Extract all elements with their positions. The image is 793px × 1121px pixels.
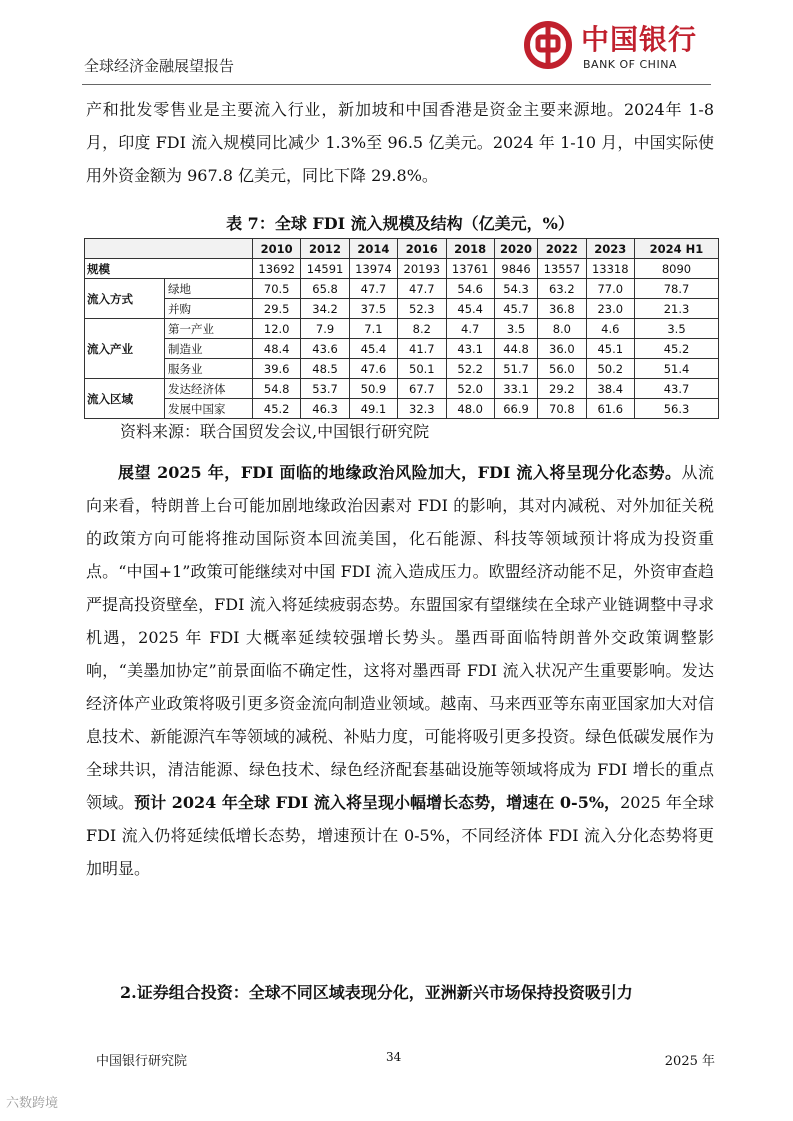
table-cell: 39.6 [253, 359, 301, 379]
table-cell: 51.4 [635, 359, 719, 379]
table-cell: 36.8 [538, 299, 586, 319]
page-number: 34 [386, 1050, 402, 1064]
table-cell: 45.1 [586, 339, 634, 359]
table-row [85, 399, 719, 419]
table-cell: 13692 [253, 259, 301, 279]
group-label-region: 流入区域 [85, 379, 165, 419]
table-cell: 37.5 [349, 299, 397, 319]
table-caption: 表 7：全球 FDI 流入规模及结构（亿美元，%） [226, 214, 574, 233]
footer-year: 2025 年 [664, 1054, 715, 1069]
table-cell: 44.8 [494, 339, 537, 359]
table-row [85, 339, 719, 359]
boc-emblem-icon [523, 20, 573, 70]
table-cell: 47.7 [398, 279, 446, 299]
bank-of-china-logo [523, 18, 723, 78]
table-cell: 14591 [301, 259, 349, 279]
table-cell: 48.5 [301, 359, 349, 379]
table-cell: 43.1 [446, 339, 494, 359]
table-cell: 70.8 [538, 399, 586, 419]
table-cell: 3.5 [635, 319, 719, 339]
table-cell: 65.8 [301, 279, 349, 299]
watermark: 六数跨境 [6, 1096, 59, 1111]
table-cell: 47.6 [349, 359, 397, 379]
table-cell: 3.5 [494, 319, 537, 339]
fdi-table [84, 238, 719, 419]
table-cell: 9846 [494, 259, 537, 279]
table-cell: 20193 [398, 259, 446, 279]
table-cell: 45.4 [349, 339, 397, 359]
table-row [85, 359, 719, 379]
table-cell: 7.1 [349, 319, 397, 339]
table-cell: 54.8 [253, 379, 301, 399]
table-cell: 33.1 [494, 379, 537, 399]
table-header-row [85, 239, 719, 259]
logo-english-name: BANK OF CHINA [583, 58, 677, 71]
table-row [85, 299, 719, 319]
year-header: 2012 [301, 239, 349, 259]
table-cell: 8.0 [538, 319, 586, 339]
intro-paragraph: 产和批发零售业是主要流入行业，新加坡和中国香港是资金主要来源地。2024年 1-8 月，印度 FDI 流入规模同比减少 1.3%至 96.5 亿美元。2024 年 1-10 月，中国实际使用外资金额为 967.8 亿美元，同比下降 29.8%。 [86, 100, 714, 185]
table-cell: 38.4 [586, 379, 634, 399]
table-cell: 54.3 [494, 279, 537, 299]
row-label: 第一产业 [165, 319, 253, 339]
table-cell: 45.7 [494, 299, 537, 319]
section-heading: 2.证券组合投资：全球不同区域表现分化，亚洲新兴市场保持投资吸引力 [120, 983, 633, 1002]
page-header [60, 0, 733, 82]
year-header: 2022 [538, 239, 586, 259]
outlook-tail: 2025 年全球 FDI 流入仍将延续低增长态势，增速预计在 0-5%，不同经济体 FDI 流入分化态势将更加明显。 [86, 793, 714, 878]
table-cell: 63.2 [538, 279, 586, 299]
table-cell: 50.1 [398, 359, 446, 379]
table-cell: 53.7 [301, 379, 349, 399]
table-cell: 56.0 [538, 359, 586, 379]
table-cell: 36.0 [538, 339, 586, 359]
logo-chinese-name: 中国银行 [581, 23, 698, 56]
table-cell: 48.0 [446, 399, 494, 419]
table-cell: 12.0 [253, 319, 301, 339]
year-header: 2014 [349, 239, 397, 259]
table-cell: 32.3 [398, 399, 446, 419]
table-cell: 61.6 [586, 399, 634, 419]
row-label: 服务业 [165, 359, 253, 379]
year-header: 2024 H1 [635, 239, 719, 259]
year-header: 2023 [586, 239, 634, 259]
table-cell: 7.9 [301, 319, 349, 339]
table-cell: 8090 [635, 259, 719, 279]
table-cell: 13557 [538, 259, 586, 279]
table-cell: 45.2 [635, 339, 719, 359]
table-cell: 48.4 [253, 339, 301, 359]
header-divider [82, 84, 711, 85]
group-label-scale: 规模 [85, 259, 253, 279]
year-header: 2016 [398, 239, 446, 259]
row-label: 制造业 [165, 339, 253, 359]
table-cell: 21.3 [635, 299, 719, 319]
table-cell: 13974 [349, 259, 397, 279]
row-label: 发展中国家 [165, 399, 253, 419]
table-row [85, 319, 719, 339]
table-row [85, 379, 719, 399]
table-cell: 45.2 [253, 399, 301, 419]
table-cell: 23.0 [586, 299, 634, 319]
table-cell: 50.9 [349, 379, 397, 399]
report-title: 全球经济金融展望报告 [84, 57, 235, 75]
year-header: 2020 [494, 239, 537, 259]
table-cell: 67.7 [398, 379, 446, 399]
table-cell: 78.7 [635, 279, 719, 299]
table-cell: 77.0 [586, 279, 634, 299]
year-header: 2010 [253, 239, 301, 259]
table-corner-cell [85, 239, 253, 259]
table-cell: 13318 [586, 259, 634, 279]
table-cell: 43.7 [635, 379, 719, 399]
row-label: 并购 [165, 299, 253, 319]
table-cell: 66.9 [494, 399, 537, 419]
outlook-forecast: 预计 2024 年全球 FDI 流入将呈现小幅增长态势，增速在 0-5%， [134, 793, 621, 812]
table-cell: 50.2 [586, 359, 634, 379]
outlook-lead: 展望 2025 年，FDI 面临的地缘政治风险加大，FDI 流入将呈现分化态势。 [118, 463, 682, 482]
table-cell: 29.2 [538, 379, 586, 399]
year-header: 2018 [446, 239, 494, 259]
outlook-body: 从流向来看，特朗普上台可能加剧地缘政治因素对 FDI 的影响，其对内减税、对外加征关税的政策方向可能将推动国际资本回流美国，化石能源、科技等领域预计将成为投资重点。“中国+1”政策可能继续对中国 FDI 流入造成压力。欧盟经济动能不足，外资审查趋严提高投资壁垒，FDI 流入将延续疲弱态势。东盟国家有望继续在全球产业链调整中寻求机遇，2025 年 FDI 大概率延续较强增长势头。墨西哥面临特朗普外交政策调整影响，“美墨加协定”前景面临不确定性，这将对墨西哥 FDI 流入状况产生重要影响。发达经济体产业政策将吸引更多资金流向制造业领域。越南、马来西亚等东南亚国家加大对信息技术、新能源汽车等领域的减税、补贴力度，可能将吸引更多投资。绿色低碳发展作为全球共识，清洁能源、绿色技术、绿色经济配套基础设施等领域将成为 FDI 增长的重点领域。 [86, 463, 714, 812]
footer-org: 中国银行研究院 [96, 1054, 188, 1069]
row-label: 发达经济体 [165, 379, 253, 399]
table-source-note: 资料来源：联合国贸发会议,中国银行研究院 [120, 422, 430, 441]
group-label-mode: 流入方式 [85, 279, 165, 319]
table-cell: 52.2 [446, 359, 494, 379]
table-cell: 56.3 [635, 399, 719, 419]
table-cell: 49.1 [349, 399, 397, 419]
table-cell: 8.2 [398, 319, 446, 339]
table-cell: 54.6 [446, 279, 494, 299]
table-cell: 41.7 [398, 339, 446, 359]
table-cell: 46.3 [301, 399, 349, 419]
table-cell: 29.5 [253, 299, 301, 319]
table-cell: 4.7 [446, 319, 494, 339]
table-cell: 52.3 [398, 299, 446, 319]
table-cell: 51.7 [494, 359, 537, 379]
outlook-paragraph [86, 456, 714, 885]
table-cell: 45.4 [446, 299, 494, 319]
group-label-industry: 流入产业 [85, 319, 165, 379]
table-cell: 70.5 [253, 279, 301, 299]
table-cell: 13761 [446, 259, 494, 279]
table-cell: 34.2 [301, 299, 349, 319]
table-cell: 47.7 [349, 279, 397, 299]
table-cell: 52.0 [446, 379, 494, 399]
table-cell: 4.6 [586, 319, 634, 339]
table-row [85, 259, 719, 279]
table-row [85, 279, 719, 299]
table-cell: 43.6 [301, 339, 349, 359]
row-label: 绿地 [165, 279, 253, 299]
